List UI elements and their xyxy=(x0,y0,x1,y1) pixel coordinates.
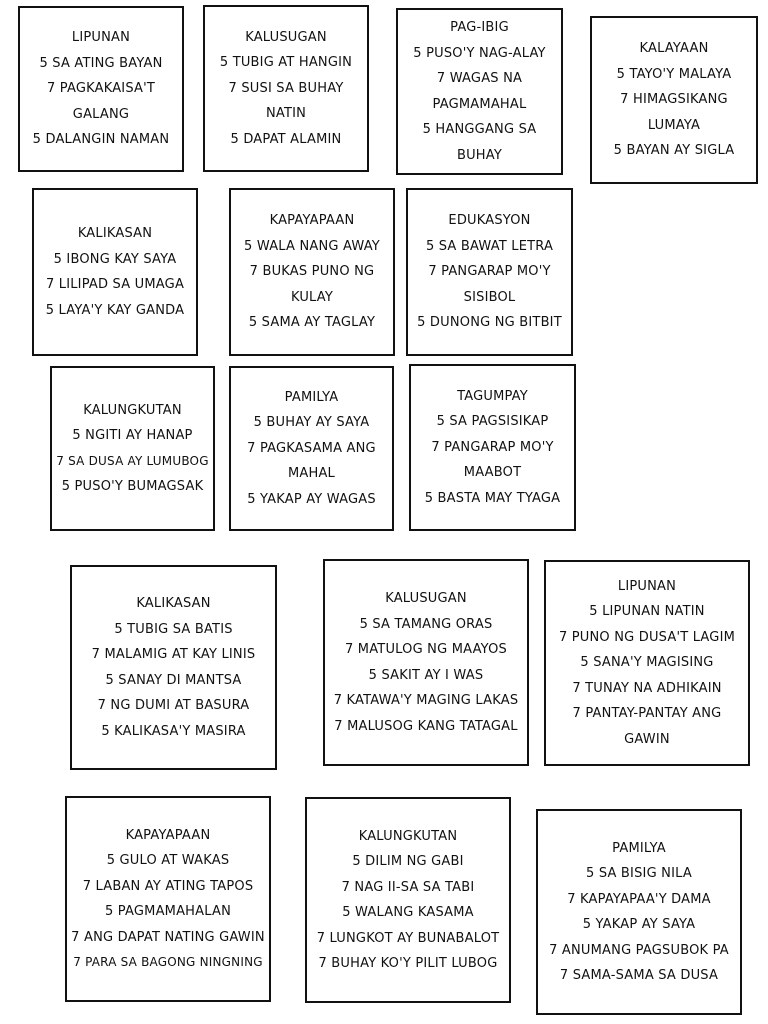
card-line: 7 SAMA-SAMA SA DUSA xyxy=(559,968,719,983)
poem-card-kalusugan-1 xyxy=(203,5,369,172)
card-line: 5 GULO AT WAKAS xyxy=(106,853,230,868)
card-line: 7 ANG DAPAT NATING GAWIN xyxy=(71,929,265,945)
poem-card-kalikasan-1 xyxy=(32,188,198,356)
card-line: LUMAYA xyxy=(647,117,701,133)
card-line: 7 PANGARAP MO'Y xyxy=(431,439,554,455)
card-line: 5 KALIKASA'Y MASIRA xyxy=(101,723,246,739)
card-line: PAGMAMAHAL xyxy=(432,96,527,112)
card-line: 7 PANTAY-PANTAY ANG xyxy=(572,706,722,722)
card-line: KULAY xyxy=(290,289,334,305)
card-line: 7 KAPAYAPAA'Y DAMA xyxy=(567,891,711,907)
poem-card-kalikasan-2 xyxy=(70,565,277,770)
card-line: 7 TUNAY NA ADHIKAIN xyxy=(572,680,722,696)
card-title: KAPAYAPAAN xyxy=(125,827,211,843)
card-title: KALUNGKUTAN xyxy=(83,402,182,418)
poem-card-tagumpay xyxy=(409,364,576,531)
card-line: GAWIN xyxy=(624,731,670,747)
poem-card-pag-ibig xyxy=(396,8,563,175)
card-line: 7 KATAWA'Y MAGING LAKAS xyxy=(333,693,519,708)
card-title: EDUKASYON xyxy=(448,213,531,229)
card-line: 7 LUNGKOT AY BUNABALOT xyxy=(316,930,500,946)
card-line: 5 SA BAWAT LETRA xyxy=(425,238,554,254)
card-line: 5 SANA'Y MAGISING xyxy=(580,655,714,671)
card-title: LIPUNAN xyxy=(617,578,677,594)
card-line: 7 PARA SA BAGONG NINGNING xyxy=(73,955,263,969)
card-line: 5 SA BISIG NILA xyxy=(586,866,692,881)
poem-card-pamilya-2 xyxy=(536,809,742,1015)
card-line: 5 IBONG KAY SAYA xyxy=(53,251,177,267)
card-title: KALUSUGAN xyxy=(245,29,327,45)
card-line: 5 PUSO'Y BUMAGSAK xyxy=(61,479,204,494)
poem-card-kalayaan xyxy=(590,16,758,184)
card-line: 5 BAYAN AY SIGLA xyxy=(613,143,735,159)
card-line: 5 SAKIT AY I WAS xyxy=(368,667,484,683)
card-line: 7 NG DUMI AT BASURA xyxy=(97,698,250,713)
card-line: 5 YAKAP AY WAGAS xyxy=(247,491,376,507)
card-title: TAGUMPAY xyxy=(457,388,528,404)
poem-card-kapayapaan-2 xyxy=(65,796,271,1002)
card-line: 5 HANGGANG SA xyxy=(422,122,537,137)
poem-card-kapayapaan-1 xyxy=(229,188,395,356)
card-title: KALAYAAN xyxy=(639,41,709,57)
card-title: PAMILYA xyxy=(612,840,666,856)
card-title: KALUSUGAN xyxy=(385,591,467,606)
card-line: 5 WALANG KASAMA xyxy=(342,905,474,920)
card-line: 7 NAG II-SA SA TABI xyxy=(341,879,475,895)
card-line: 7 PAGKASAMA ANG xyxy=(247,440,376,456)
card-line: 7 PUNO NG DUSA'T LAGIM xyxy=(558,629,736,645)
card-line: 7 BUHAY KO'Y PILIT LUBOG xyxy=(318,956,498,971)
card-line: 5 SA TAMANG ORAS xyxy=(359,616,493,632)
card-title: KALIKASAN xyxy=(77,226,153,241)
card-line: 7 WAGAS NA xyxy=(436,71,523,86)
card-title: KALUNGKUTAN xyxy=(358,828,458,844)
card-line: 5 LIPUNAN NATIN xyxy=(589,604,705,620)
card-line: 5 YAKAP AY SAYA xyxy=(582,917,696,932)
card-line: 5 PUSO'Y NAG-ALAY xyxy=(413,45,546,61)
poem-card-kalusugan-2 xyxy=(323,559,529,766)
card-line: 7 ANUMANG PAGSUBOK PA xyxy=(549,942,729,958)
poem-card-kalungkutan-1 xyxy=(50,366,215,531)
card-line: BUHAY xyxy=(456,147,503,163)
card-line: 7 SUSI SA BUHAY xyxy=(228,80,344,96)
poem-card-lipunan-1 xyxy=(18,6,184,172)
card-line: 7 HIMAGSIKANG xyxy=(620,92,728,108)
card-line: 5 DALANGIN NAMAN xyxy=(32,132,170,148)
card-line: 5 TUBIG AT HANGIN xyxy=(219,55,353,71)
card-title: KAPAYAPAAN xyxy=(269,213,355,229)
card-line: 5 TAYO'Y MALAYA xyxy=(616,66,732,82)
card-line: SISIBOL xyxy=(463,289,516,305)
card-line: 5 SAMA AY TAGLAY xyxy=(248,315,376,331)
card-line: 5 NGITI AY HANAP xyxy=(72,428,193,443)
card-line: GALANG xyxy=(72,106,130,122)
card-line: 5 LAYA'Y KAY GANDA xyxy=(45,302,185,318)
card-line: 5 BUHAY AY SAYA xyxy=(253,415,370,431)
card-line: 5 SANAY DI MANTSA xyxy=(105,672,242,688)
card-line: 5 SA PAGSISIKAP xyxy=(436,414,549,430)
card-line: 5 DUNONG NG BITBIT xyxy=(417,315,562,331)
poem-card-kalungkutan-2 xyxy=(305,797,511,1003)
card-title: PAMILYA xyxy=(284,389,339,405)
card-line: 7 PAGKAKAISA'T xyxy=(46,81,156,97)
card-line: 7 MALUSOG KANG TATAGAL xyxy=(334,718,518,734)
card-line: NATIN xyxy=(265,106,307,122)
card-line: 7 LABAN AY ATING TAPOS xyxy=(82,878,254,894)
card-line: 7 BUKAS PUNO NG xyxy=(249,264,375,280)
poem-card-edukasyon xyxy=(406,188,573,356)
card-line: 5 SA ATING BAYAN xyxy=(39,55,163,71)
card-line: MAABOT xyxy=(463,465,522,481)
card-title: KALIKASAN xyxy=(136,596,211,611)
card-line: 7 SA DUSA AY LUMUBOG xyxy=(56,453,209,468)
card-title: PAG-IBIG xyxy=(450,20,509,35)
card-title: LIPUNAN xyxy=(71,30,131,46)
card-line: 5 BASTA MAY TYAGA xyxy=(424,490,561,506)
card-line: 5 TUBIG SA BATIS xyxy=(114,621,233,637)
card-line: 5 WALA NANG AWAY xyxy=(244,238,380,254)
card-line: 7 MALAMIG AT KAY LINIS xyxy=(91,647,256,662)
poem-card-pamilya-1 xyxy=(229,366,394,531)
card-line: 5 DAPAT ALAMIN xyxy=(230,131,342,147)
card-line: 5 DILIM NG GABI xyxy=(352,854,464,869)
card-line: 7 PANGARAP MO'Y xyxy=(428,264,551,280)
card-line: 7 MATULOG NG MAAYOS xyxy=(345,642,507,657)
card-line: MAHAL xyxy=(287,466,336,482)
card-line: 5 PAGMAMAHALAN xyxy=(105,904,231,919)
poem-card-lipunan-2 xyxy=(544,560,750,766)
card-line: 7 LILIPAD SA UMAGA xyxy=(45,277,185,292)
